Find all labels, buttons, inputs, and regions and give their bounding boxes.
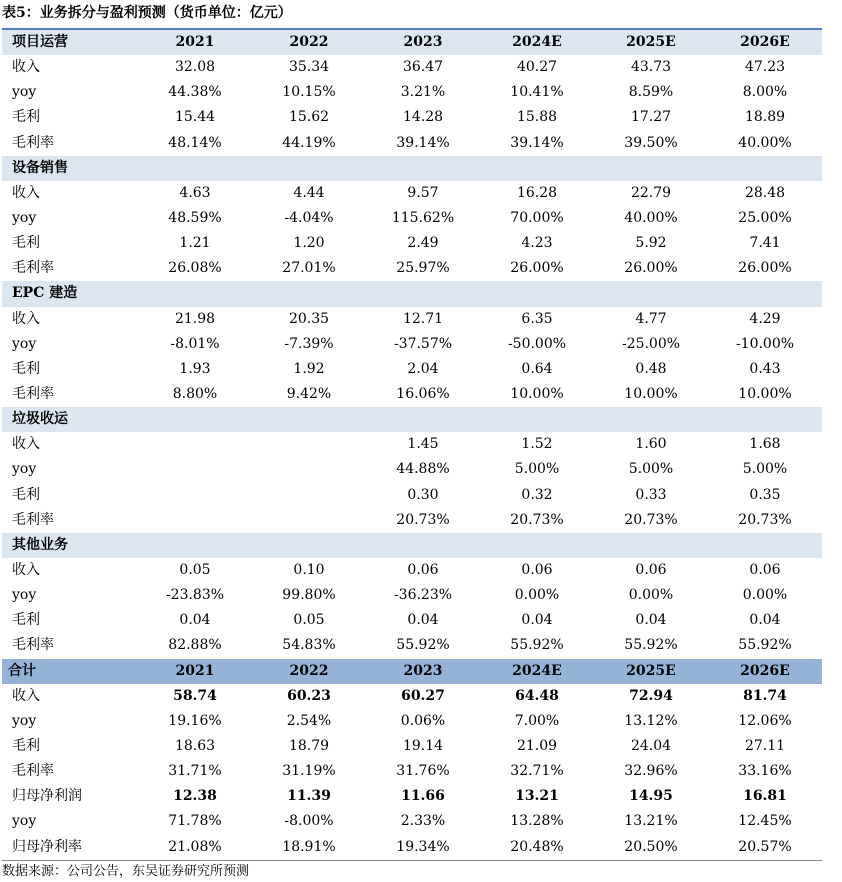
empty-cell	[366, 407, 480, 432]
table-row	[2, 256, 822, 281]
table-cell: 32.96%	[624, 763, 678, 780]
table-row	[2, 105, 822, 130]
section-title: EPC 建造	[2, 281, 138, 306]
table-body	[2, 29, 822, 860]
table-cell: 40.00%	[738, 134, 792, 151]
row-label: 归母净利率	[2, 835, 138, 861]
table-cell: 2.04	[407, 360, 439, 377]
table-cell: 26.00%	[624, 260, 678, 277]
table-cell: 24.04	[630, 738, 672, 754]
table-cell: 16.06%	[396, 386, 450, 403]
row-label: 收入	[12, 184, 40, 201]
table-cell: 26.00%	[510, 260, 564, 277]
row-label: 收入	[12, 562, 40, 579]
table-cell: 72.94	[629, 687, 673, 704]
table-cell: 4.23	[521, 235, 553, 252]
table-row	[2, 608, 822, 633]
table-cell: 13.28%	[510, 813, 564, 830]
table-cell: 0.04	[749, 612, 781, 629]
table-cell: -23.83%	[165, 587, 225, 604]
table-cell: 10.41%	[510, 84, 564, 101]
row-label: yoy	[12, 84, 37, 101]
row-label: 毛利	[12, 738, 40, 754]
table-cell: 5.00%	[628, 461, 674, 478]
table-cell: 9.42%	[286, 386, 332, 403]
table-row	[2, 809, 822, 834]
table-cell	[252, 508, 366, 533]
year-header: 2021	[138, 29, 252, 55]
table-row	[2, 759, 822, 784]
table-cell: 20.73%	[510, 511, 564, 528]
table-cell: 18.79	[288, 738, 330, 754]
table-cell: 15.88	[516, 109, 558, 126]
table-cell: 26.08%	[168, 260, 222, 277]
empty-cell	[252, 407, 366, 432]
table-cell: 10.15%	[282, 84, 336, 101]
table-cell: 31.76%	[396, 763, 450, 780]
table-cell	[138, 457, 252, 482]
table-cell: 28.48	[744, 184, 786, 201]
table-row	[2, 307, 822, 332]
empty-cell	[594, 407, 708, 432]
empty-cell	[708, 156, 822, 181]
row-label: yoy	[12, 335, 37, 352]
table-cell: 2.49	[407, 235, 439, 252]
table-cell: 58.74	[173, 687, 217, 704]
table-cell: 19.34%	[366, 835, 480, 861]
table-cell	[252, 432, 366, 457]
table-row	[2, 181, 822, 206]
empty-cell	[480, 281, 594, 306]
section-header-row	[2, 29, 822, 55]
table-cell	[252, 457, 366, 482]
table-cell: 0.04	[179, 612, 211, 629]
table-cell: 20.50%	[594, 835, 708, 861]
table-cell: 47.23	[744, 59, 786, 76]
table-cell: 15.44	[174, 109, 216, 126]
table-row	[2, 709, 822, 734]
table-cell: 1.45	[407, 436, 439, 453]
empty-cell	[252, 533, 366, 558]
table-row	[2, 80, 822, 105]
table-row	[2, 483, 822, 508]
table-cell: 1.20	[293, 235, 325, 252]
table-cell: 60.27	[401, 687, 445, 704]
table-row	[2, 633, 822, 658]
table-cell: 10.00%	[738, 386, 792, 403]
table-cell: 0.10	[293, 562, 325, 579]
table-cell: 2.33%	[400, 813, 446, 830]
table-cell: 0.00%	[742, 587, 788, 604]
empty-cell	[480, 533, 594, 558]
table-cell: 0.04	[407, 612, 439, 629]
row-label: 毛利率	[12, 763, 54, 780]
table-row	[2, 357, 822, 382]
row-label: 归母净利润	[12, 788, 82, 805]
table-cell: 48.14%	[168, 134, 222, 151]
table-cell: 64.48	[515, 687, 559, 704]
year-header: 2023	[366, 659, 480, 684]
table-row	[2, 206, 822, 231]
row-label: 毛利率	[12, 134, 54, 151]
table-cell: 20.57%	[708, 835, 822, 861]
table-cell: 4.63	[179, 184, 211, 201]
table-cell: 13.12%	[624, 712, 678, 729]
table-cell: 0.06	[521, 562, 553, 579]
table-cell	[138, 483, 252, 508]
table-cell: 20.73%	[396, 511, 450, 528]
table-cell: 22.79	[630, 184, 672, 201]
table-cell: 8.80%	[172, 386, 218, 403]
table-cell: 55.92%	[510, 637, 564, 654]
table-cell: -25.00%	[621, 335, 681, 352]
table-cell: 8.59%	[628, 84, 674, 101]
table-cell: 0.64	[521, 360, 553, 377]
row-label: 毛利	[12, 109, 40, 126]
table-cell: 20.48%	[480, 835, 594, 861]
table-row	[2, 55, 822, 80]
row-label: 毛利	[12, 486, 40, 503]
row-label: 毛利率	[12, 511, 54, 528]
table-caption: 表5：业务拆分与盈利预测（货币单位：亿元）	[2, 5, 292, 21]
year-header: 2023	[366, 29, 480, 55]
year-header: 2025E	[594, 659, 708, 684]
table-cell: 44.88%	[396, 461, 450, 478]
table-cell: 16.81	[743, 788, 787, 805]
table-cell: 0.32	[521, 486, 553, 503]
table-cell: 44.19%	[282, 134, 336, 151]
table-row	[2, 558, 822, 583]
table-cell: 43.73	[630, 59, 672, 76]
table-cell: 4.29	[749, 310, 781, 327]
table-cell: 0.04	[635, 612, 667, 629]
table-cell: 0.30	[407, 486, 439, 503]
table-cell: 39.14%	[396, 134, 450, 151]
table-cell: 54.83%	[282, 637, 336, 654]
table-cell: 20.73%	[738, 511, 792, 528]
table-cell: 8.00%	[742, 84, 788, 101]
table-cell: 1.21	[179, 235, 211, 252]
section-title: 垃圾收运	[2, 407, 138, 432]
table-cell: 27.11	[744, 738, 786, 754]
source-note: 数据来源：公司公告，东吴证券研究所预测	[2, 864, 250, 879]
table-cell: 14.28	[402, 109, 444, 126]
year-header: 2022	[252, 29, 366, 55]
table-cell: 1.60	[635, 436, 667, 453]
row-label: 毛利	[12, 235, 40, 252]
table-cell: 11.39	[287, 788, 331, 805]
empty-cell	[138, 407, 252, 432]
table-cell: 70.00%	[510, 210, 564, 227]
year-header: 2022	[252, 659, 366, 684]
table-row	[2, 684, 822, 709]
table-row	[2, 332, 822, 357]
row-label: 毛利率	[12, 260, 54, 277]
table-cell: 115.62%	[391, 210, 455, 227]
table-cell: 25.97%	[396, 260, 450, 277]
section-header-row	[2, 407, 822, 432]
row-label: 收入	[12, 687, 40, 704]
table-cell: 0.05	[293, 612, 325, 629]
table-cell: 4.44	[293, 184, 325, 201]
table-cell: 1.92	[293, 360, 325, 377]
section-title: 项目运营	[2, 29, 138, 55]
table-cell: 15.62	[288, 109, 330, 126]
table-cell: 32.71%	[510, 763, 564, 780]
table-cell: 0.06	[749, 562, 781, 579]
table-cell: 0.00%	[628, 587, 674, 604]
year-header: 2026E	[708, 29, 822, 55]
table-cell: 0.33	[635, 486, 667, 503]
empty-cell	[480, 407, 594, 432]
table-cell: 12.45%	[738, 813, 792, 830]
table-cell: 20.73%	[624, 511, 678, 528]
table-cell: 48.59%	[168, 210, 222, 227]
table-cell	[138, 432, 252, 457]
empty-cell	[594, 533, 708, 558]
empty-cell	[366, 156, 480, 181]
table-cell: 1.93	[179, 360, 211, 377]
table-cell: 40.27	[516, 59, 558, 76]
table-cell	[138, 508, 252, 533]
table-cell: 31.71%	[168, 763, 222, 780]
table-cell: 18.91%	[252, 835, 366, 861]
total-header-row	[2, 659, 822, 684]
section-title: 设备销售	[2, 156, 138, 181]
table-cell: -8.00%	[284, 813, 334, 830]
table-cell: 18.63	[174, 738, 216, 754]
table-cell: 99.80%	[282, 587, 336, 604]
table-cell: 11.66	[401, 788, 445, 805]
year-header: 2026E	[708, 659, 822, 684]
table-cell: 26.00%	[738, 260, 792, 277]
section-header-row	[2, 281, 822, 306]
table-row	[2, 583, 822, 608]
table-cell: -50.00%	[507, 335, 567, 352]
table-cell: 0.35	[749, 486, 781, 503]
table-cell: 0.05	[179, 562, 211, 579]
table-cell: -8.01%	[170, 335, 220, 352]
table-cell: 19.16%	[168, 712, 222, 729]
table-cell: 39.14%	[510, 134, 564, 151]
table-cell: 71.78%	[168, 813, 222, 830]
table-row	[2, 432, 822, 457]
table-cell: 0.04	[521, 612, 553, 629]
row-label: yoy	[12, 813, 37, 830]
table-cell: 44.38%	[168, 84, 222, 101]
table-cell: 81.74	[743, 687, 787, 704]
empty-cell	[708, 407, 822, 432]
table-cell: 4.77	[635, 310, 667, 327]
table-cell: 0.00%	[514, 587, 560, 604]
table-cell: 13.21%	[624, 813, 678, 830]
table-row	[2, 734, 822, 759]
table-cell: 5.92	[635, 235, 667, 252]
section-title: 合计	[2, 659, 138, 684]
table-cell: 21.98	[174, 310, 216, 327]
table-cell: 16.28	[516, 184, 558, 201]
table-cell: 6.35	[521, 310, 553, 327]
table-cell: 14.95	[629, 788, 673, 805]
table-cell: -37.57%	[393, 335, 453, 352]
year-header: 2025E	[594, 29, 708, 55]
empty-cell	[366, 533, 480, 558]
table-cell: 5.00%	[514, 461, 560, 478]
empty-cell	[708, 281, 822, 306]
table-cell: 0.06%	[400, 712, 446, 729]
table-cell: 21.08%	[138, 835, 252, 861]
table-cell: 12.71	[402, 310, 444, 327]
table-cell: 3.21%	[400, 84, 446, 101]
empty-cell	[138, 156, 252, 181]
table-cell: 55.92%	[624, 637, 678, 654]
table-cell: 31.19%	[282, 763, 336, 780]
table-cell: 2.54%	[286, 712, 332, 729]
row-label: yoy	[12, 210, 37, 227]
table-cell: 60.23	[287, 687, 331, 704]
table-cell: 1.52	[521, 436, 553, 453]
empty-cell	[252, 156, 366, 181]
table-row	[2, 457, 822, 482]
row-label: 毛利率	[12, 637, 54, 654]
row-label: 毛利	[12, 360, 40, 377]
table-cell: 36.47	[402, 59, 444, 76]
table-cell: 55.92%	[738, 637, 792, 654]
year-header: 2024E	[480, 29, 594, 55]
year-header: 2024E	[480, 659, 594, 684]
table-cell: 82.88%	[168, 637, 222, 654]
empty-cell	[594, 281, 708, 306]
table-cell: 7.41	[749, 235, 781, 252]
table-cell: 1.68	[749, 436, 781, 453]
table-cell: 33.16%	[738, 763, 792, 780]
empty-cell	[480, 156, 594, 181]
table-cell: 32.08	[174, 59, 216, 76]
table-row	[2, 231, 822, 256]
table-cell: 0.06	[635, 562, 667, 579]
row-label: yoy	[12, 712, 37, 729]
table-cell: 12.38	[173, 788, 217, 805]
table-row	[2, 508, 822, 533]
empty-cell	[138, 533, 252, 558]
table-cell: 19.14	[402, 738, 444, 754]
empty-cell	[366, 281, 480, 306]
table-cell: 17.27	[630, 109, 672, 126]
table-cell: 20.35	[288, 310, 330, 327]
table-cell: 10.00%	[624, 386, 678, 403]
table-cell: -7.39%	[284, 335, 334, 352]
row-label: 收入	[12, 59, 40, 76]
table-cell: 0.48	[635, 360, 667, 377]
section-header-row	[2, 156, 822, 181]
row-label: 毛利率	[12, 386, 54, 403]
section-title: 其他业务	[2, 533, 138, 558]
table-cell: 39.50%	[624, 134, 678, 151]
row-label: yoy	[12, 461, 37, 478]
empty-cell	[594, 156, 708, 181]
table-cell: 10.00%	[510, 386, 564, 403]
table-cell: -4.04%	[284, 210, 334, 227]
section-header-row	[2, 533, 822, 558]
table-cell: 55.92%	[396, 637, 450, 654]
empty-cell	[252, 281, 366, 306]
table-cell: 18.89	[744, 109, 786, 126]
table-cell: 0.43	[749, 360, 781, 377]
table-cell: 27.01%	[282, 260, 336, 277]
table-cell: 9.57	[407, 184, 439, 201]
row-label: 收入	[12, 310, 40, 327]
year-header: 2021	[138, 659, 252, 684]
table-row	[2, 784, 822, 809]
row-label: 毛利	[12, 612, 40, 629]
table-cell: 7.00%	[514, 712, 560, 729]
table-cell	[252, 483, 366, 508]
table-cell: -36.23%	[393, 587, 453, 604]
table-row	[2, 835, 822, 861]
table-cell: 35.34	[288, 59, 330, 76]
table-cell: -10.00%	[735, 335, 795, 352]
table-cell: 13.21	[515, 788, 559, 805]
table-cell: 25.00%	[738, 210, 792, 227]
empty-cell	[138, 281, 252, 306]
financial-forecast-table	[2, 28, 822, 861]
table-row	[2, 382, 822, 407]
table-cell: 12.06%	[738, 712, 792, 729]
empty-cell	[708, 533, 822, 558]
table-cell: 0.06	[407, 562, 439, 579]
table-cell: 5.00%	[742, 461, 788, 478]
table-row	[2, 131, 822, 156]
table-cell: 40.00%	[624, 210, 678, 227]
row-label: 收入	[12, 436, 40, 453]
row-label: yoy	[12, 587, 37, 604]
table-cell: 21.09	[516, 738, 558, 754]
